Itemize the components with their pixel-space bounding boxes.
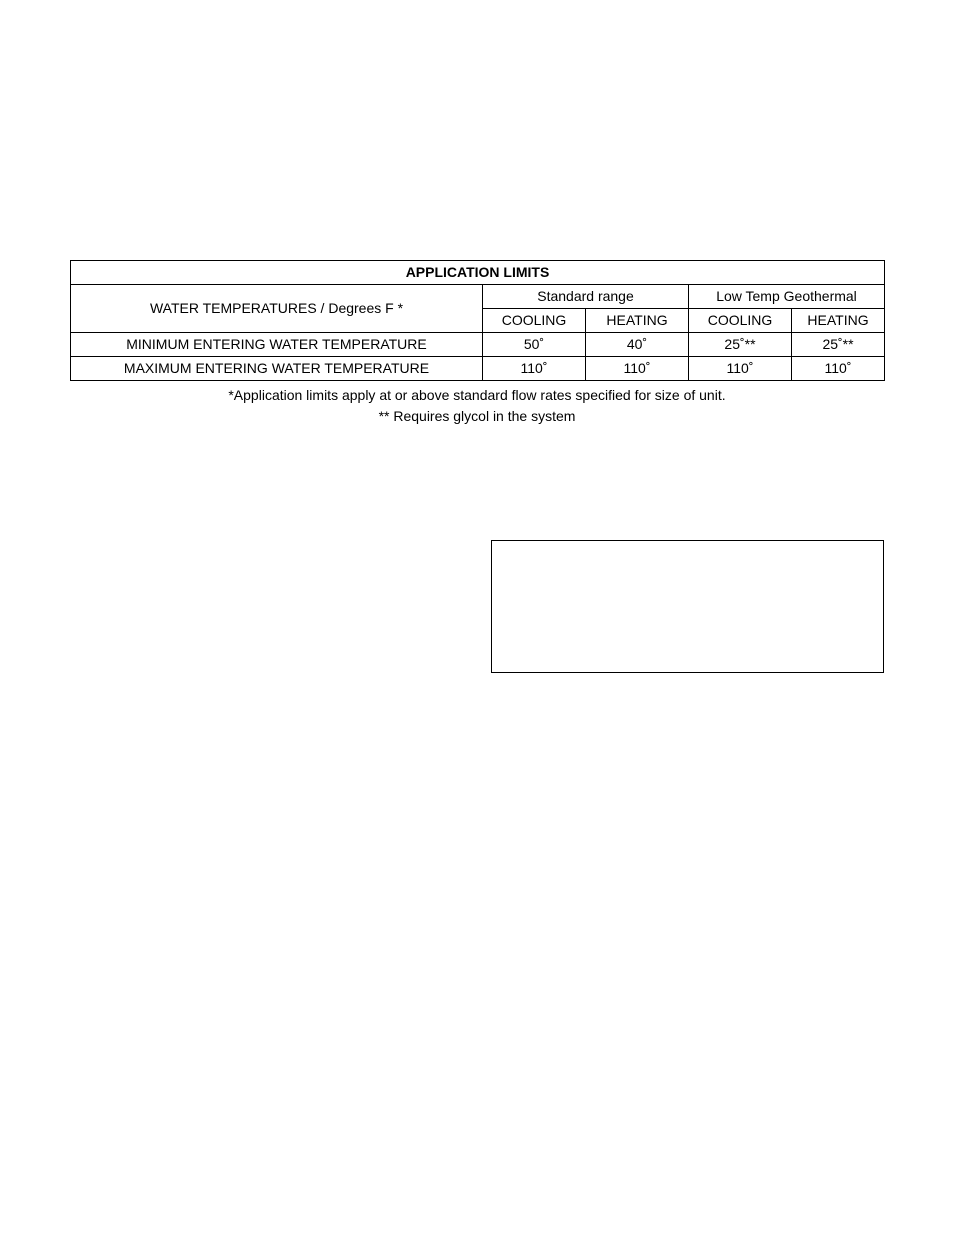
footnote-glycol: ** Requires glycol in the system xyxy=(378,408,576,424)
table-row-minimum xyxy=(71,333,885,357)
column-header-standard-cooling: COOLING xyxy=(483,309,586,333)
group-header-row xyxy=(71,285,885,309)
cell-max-standard-heating: 110˚ xyxy=(586,357,689,381)
column-header-geothermal-cooling: COOLING xyxy=(689,309,792,333)
group-header-standard-range: Standard range xyxy=(483,285,689,309)
empty-bordered-box xyxy=(491,540,884,673)
cell-min-geothermal-heating: 25˚** xyxy=(792,333,885,357)
cell-max-geothermal-heating: 110˚ xyxy=(792,357,885,381)
cell-min-geothermal-cooling: 25˚** xyxy=(689,333,792,357)
table-title: APPLICATION LIMITS xyxy=(71,261,885,285)
footnote-application-limits: *Application limits apply at or above standard flow rates specified for size of unit. xyxy=(228,387,726,403)
column-header-geothermal-heating: HEATING xyxy=(792,309,885,333)
row-label-minimum: MINIMUM ENTERING WATER TEMPERATURE xyxy=(71,333,483,357)
table-title-row xyxy=(71,261,885,285)
cell-max-standard-cooling: 110˚ xyxy=(483,357,586,381)
table-row-maximum xyxy=(71,357,885,381)
group-header-low-temp-geothermal: Low Temp Geothermal xyxy=(689,285,885,309)
cell-min-standard-heating: 40˚ xyxy=(586,333,689,357)
application-limits-table xyxy=(70,260,885,381)
row-label-maximum: MAXIMUM ENTERING WATER TEMPERATURE xyxy=(71,357,483,381)
column-header-standard-heating: HEATING xyxy=(586,309,689,333)
row-header-water-temperatures: WATER TEMPERATURES / Degrees F * xyxy=(71,285,483,333)
cell-max-geothermal-cooling: 110˚ xyxy=(689,357,792,381)
cell-min-standard-cooling: 50˚ xyxy=(483,333,586,357)
